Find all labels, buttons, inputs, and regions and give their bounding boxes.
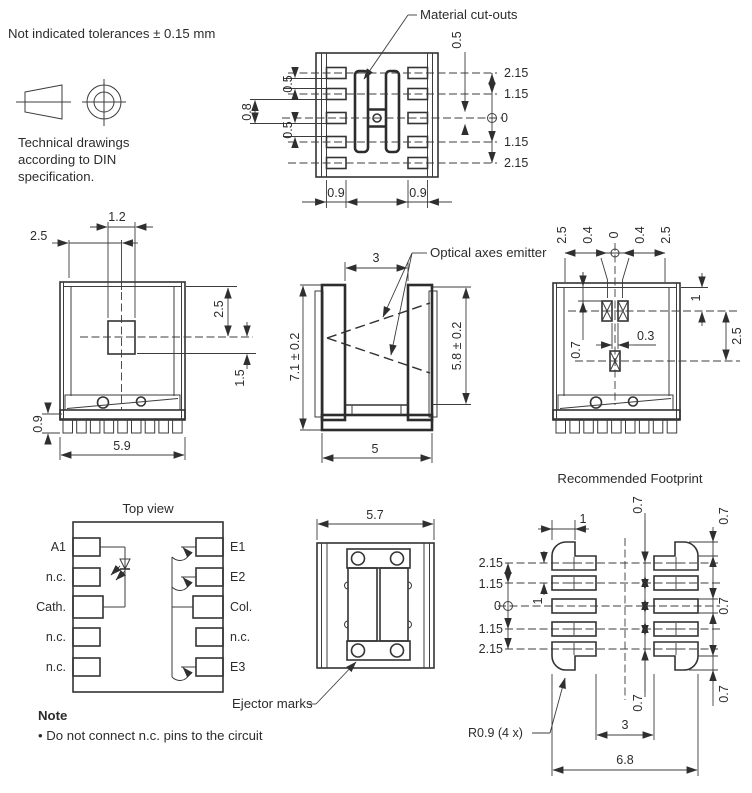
dim-inner-height: 5.8 ± 0.2 [450, 321, 464, 371]
cone-projection-icon [16, 85, 71, 119]
optical-axes-label: Optical axes emitter [430, 245, 547, 260]
pad-ext-dimension [538, 512, 589, 540]
front-view-drawing [30, 210, 256, 460]
pin-label-e1: E1 [230, 540, 246, 554]
window-gap-dimension [596, 323, 656, 349]
row-dim-label: 1.15 [504, 87, 529, 101]
phototransistor-e1 [172, 547, 196, 560]
col-dim-label: 2.5 [659, 226, 673, 244]
radius-callout [468, 678, 565, 740]
optical-axes-lines [327, 303, 430, 373]
footprint-drawing [468, 471, 731, 776]
footprint-row-label: 2.15 [478, 556, 503, 570]
dim-center-to-window-bottom: 1.5 [233, 369, 247, 387]
inner-height-dimension [433, 287, 471, 405]
pin-width-dimensions [302, 180, 452, 208]
dim-edge-offset: 0.7 [569, 341, 583, 359]
left-dimensions [240, 67, 326, 147]
col-dim-label: 0.4 [633, 226, 647, 244]
dim-side-width: 5 [371, 442, 379, 456]
dim-pad-width: 0.7 [631, 694, 645, 712]
pinout-left-pads [73, 538, 103, 676]
row-dim-label: 0 [501, 111, 508, 125]
radius-note-label: R0.9 (4 x) [468, 726, 523, 740]
pinout-body [73, 522, 223, 692]
pinout-left-labels [36, 540, 66, 674]
dim-top-to-center: 2.5 [212, 300, 226, 318]
note-title: Note [38, 708, 68, 723]
material-cutouts-callout [364, 7, 518, 79]
circle-projection-icon [82, 79, 126, 126]
side-width-dimension [322, 433, 432, 463]
ejector-mark [352, 552, 365, 565]
tolerance-note [8, 26, 215, 41]
pinout-right-pads [193, 538, 223, 676]
footprint-row-label: 1.15 [478, 577, 503, 591]
ejector-mark [391, 552, 404, 565]
row-dim-label: 2.15 [504, 66, 529, 80]
rear-view-drawing [553, 226, 744, 433]
footprint-centerlines [498, 538, 720, 700]
din-note-line3: specification. [18, 169, 95, 184]
dim-package-width: 5.7 [366, 508, 384, 522]
phototransistor-e3 [172, 667, 196, 680]
dim-edge-to-window: 2.5 [30, 229, 48, 243]
dim-pad-pitch: 1 [531, 597, 545, 605]
material-cutouts-label: Material cut-outs [420, 7, 518, 22]
led-circuit [100, 547, 130, 607]
col-dim-label: 2.5 [555, 226, 569, 244]
side-view-drawing [288, 245, 547, 463]
pad-pitch-dimension [531, 551, 545, 604]
pin-label-nc: n.c. [45, 570, 66, 584]
din-note-line2: according to DIN [18, 152, 117, 167]
body-width-dimension [60, 437, 185, 460]
pinout-right-labels [230, 540, 252, 674]
dim-overall-width: 6.8 [616, 753, 634, 767]
pin-teeth [63, 419, 182, 433]
dim-window-width: 1.2 [108, 210, 126, 224]
ejector-mark-bands [347, 549, 410, 660]
row-pitch-dimension [726, 312, 744, 360]
pin-teeth [556, 419, 677, 433]
tolerance-note-text: Not indicated tolerances ± 0.15 mm [8, 26, 216, 41]
inner-pad-width-chain [631, 496, 645, 711]
package-top-drawing [232, 508, 434, 711]
row-centerlines [282, 73, 503, 163]
optical-slots [345, 568, 412, 641]
pin-label-cath: Cath. [36, 600, 66, 614]
footprint-row-label: 2.15 [478, 642, 503, 656]
footprint-row-label: 1.15 [478, 622, 503, 636]
center-to-window-bottom-dimension [137, 322, 256, 387]
pin-label-e2: E2 [230, 570, 246, 584]
pinout-title: Top view [122, 501, 174, 516]
dim-pin-width-right: 0.9 [409, 186, 427, 200]
package-width-dimension [317, 508, 434, 540]
footprint-title: Recommended Footprint [557, 471, 703, 486]
material-cutouts-shape [355, 71, 399, 152]
note-block [38, 708, 263, 743]
dim-gap-top: 0.5 [281, 75, 295, 93]
top-to-row-dimension [681, 273, 708, 326]
dim-pin-height: 0.5 [450, 31, 464, 49]
ejector-mark [391, 644, 404, 657]
din-note-line1: Technical drawings [18, 135, 130, 150]
dim-window-gap: 0.3 [637, 329, 655, 343]
pin-label-nc: n.c. [45, 630, 66, 644]
ejector-marks-callout [232, 662, 356, 711]
pinout-diagram [36, 501, 252, 692]
pin-label-e3: E3 [230, 660, 246, 674]
outer-pad-width-chain [689, 507, 731, 706]
dim-body-width: 5.9 [113, 439, 131, 453]
dim-pad-width: 0.7 [717, 597, 731, 615]
dim-rail-gap: 3 [372, 251, 380, 265]
emitter-window [108, 321, 135, 354]
leadframe-band [65, 395, 180, 410]
leadframe-band [558, 395, 673, 410]
footprint-row-chain [479, 556, 513, 656]
pin-label-nc: n.c. [45, 660, 66, 674]
pin-height-dimension [450, 31, 465, 135]
pin-label-a1: A1 [50, 540, 66, 554]
dim-pad-width: 0.7 [631, 496, 645, 514]
dim-pad-width: 0.7 [717, 685, 731, 703]
standoff-dimension [31, 403, 62, 444]
dim-pad-ext: 1 [579, 512, 587, 526]
ejector-mark [352, 644, 365, 657]
edge-to-window-dimension [30, 229, 138, 290]
phototransistor-e2 [172, 577, 196, 590]
din-note [18, 135, 130, 184]
pin-label-col: Col. [230, 600, 253, 614]
col-dim-label: 0.4 [581, 226, 595, 244]
row-dim-label: 1.15 [504, 135, 529, 149]
dim-top-to-row: 1 [689, 294, 703, 302]
dim-pad-width: 0.7 [717, 507, 731, 525]
dim-gap-mid: 0.8 [240, 103, 254, 121]
dim-body-height: 7.1 ± 0.2 [288, 332, 302, 382]
dim-inner-gap: 3 [621, 718, 629, 732]
body-height-dimension [288, 285, 321, 430]
footprint-row-label: 0 [494, 599, 501, 613]
dim-gap-bottom: 0.5 [281, 121, 295, 139]
rail-gap-dimension [345, 251, 408, 281]
projection-symbols [16, 79, 126, 126]
bottom-view-drawing [240, 7, 528, 208]
pin-label-nc: n.c. [230, 630, 251, 644]
note-bullet: • Do not connect n.c. pins to the circuit [38, 728, 263, 743]
col-dim-label: 0 [607, 231, 621, 239]
dim-row-pitch: 2.5 [730, 327, 744, 345]
dim-pin-width-left: 0.9 [327, 186, 345, 200]
edge-offset-dimension [569, 272, 602, 359]
top-to-center-dimension [186, 287, 237, 337]
row-dim-label: 2.15 [504, 156, 529, 170]
dim-standoff: 0.9 [31, 415, 45, 433]
ejector-marks-label: Ejector marks [232, 696, 313, 711]
